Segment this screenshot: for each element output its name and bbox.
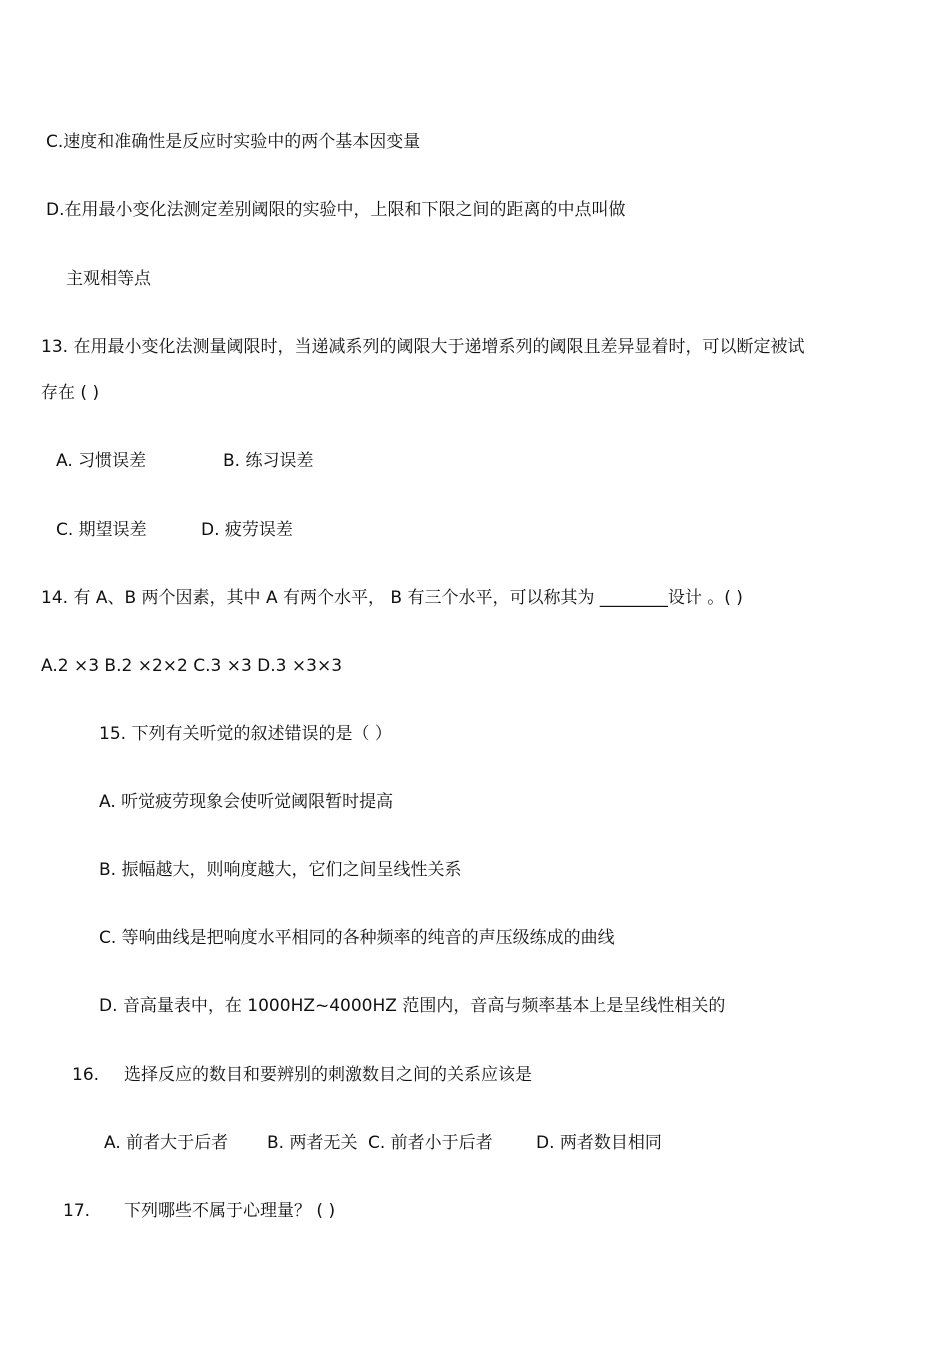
q15-option-d: D. 音高量表中，在 1000HZ~4000HZ 范围内，音高与频率基本上是呈线性相关的 [99,996,726,1016]
q13-option-d: D. 疲劳误差 [201,520,293,540]
q13-option-a: A. 习惯误差 [56,451,147,471]
q13-option-c: C. 期望误差 [56,520,147,540]
question-17-text: 下列哪些不属于心理量？ ( ) [124,1201,336,1221]
question-17-number: 17. [63,1201,91,1221]
option-d-text: D.在用最小变化法测定差别阈限的实验中，上限和下限之间的距离的中点叫做 [46,200,626,220]
q15-option-b: B. 振幅越大，则响度越大，它们之间呈线性关系 [99,860,462,880]
q14-options: A.2 ×3 B.2 ×2×2 C.3 ×3 D.3 ×3×3 [41,656,343,676]
question-14-text: 14. 有 A、B 两个因素，其中 A 有两个水平， B 有三个水平，可以称其为 ________设计 。( ) [41,588,743,608]
question-13-text: 13. 在用最小变化法测量阈限时，当递减系列的阈限大于递增系列的阈限且差异显着时，可以断定被试 [41,337,805,357]
option-d-continuation: 主观相等点 [66,269,151,289]
q16-option-b: B. 两者无关 [267,1133,358,1153]
question-16-text: 选择反应的数目和要辨别的刺激数目之间的关系应该是 [124,1065,532,1085]
question-13-continuation: 存在 ( ) [41,383,100,403]
q15-option-c: C. 等响曲线是把响度水平相同的各种频率的纯音的声压级练成的曲线 [99,928,615,948]
q16-option-a: A. 前者大于后者 [104,1133,229,1153]
option-c-text: C.速度和准确性是反应时实验中的两个基本因变量 [46,132,421,152]
question-15-text: 15. 下列有关听觉的叙述错误的是（ ） [99,724,392,744]
q16-option-c: C. 前者小于后者 [368,1133,493,1153]
q13-option-b: B. 练习误差 [223,451,314,471]
q15-option-a: A. 听觉疲劳现象会使听觉阈限暂时提高 [99,792,394,812]
question-16-number: 16. [72,1065,100,1085]
q16-option-d: D. 两者数目相同 [536,1133,662,1153]
